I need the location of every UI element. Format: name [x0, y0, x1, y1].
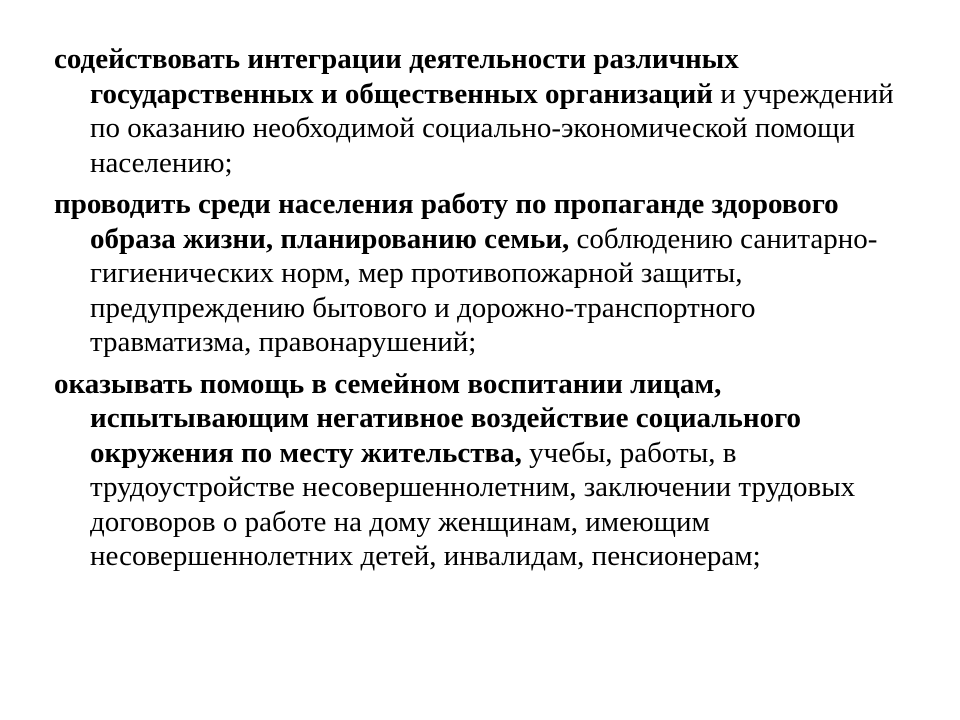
paragraph-healthy-lifestyle-text: соблюдению санитарно-гигиенических норм, мер противопожарной защиты, предупреждению бытового и дорожно-транспортного травматизма, правонарушений;	[90, 222, 878, 358]
paragraph-healthy-lifestyle	[54, 187, 914, 360]
paragraph-family-upbringing-bold: оказывать помощь в семейном воспитании лицам, испытывающим негативное воздействие социального окружения по месту жительства,	[54, 367, 802, 469]
slide-body	[54, 42, 914, 581]
paragraph-family-upbringing	[54, 367, 914, 574]
paragraph-integration-bold: содействовать интеграции деятельности различных государственных и общественных организаций	[54, 43, 739, 110]
paragraph-integration	[54, 42, 914, 180]
paragraph-healthy-lifestyle-bold: проводить среди населения работу по пропаганде здорового образа жизни, планированию семьи,	[54, 188, 839, 255]
paragraph-family-upbringing-text: учебы, работы, в трудоустройстве несовершеннолетним, заключении трудовых договоров о работе на дому женщинам, имеющим несовершеннолетних детей, инвалидам, пенсионерам;	[90, 436, 856, 572]
paragraph-integration-text: и учреждений по оказанию необходимой социально-экономической помощи населению;	[90, 77, 894, 179]
